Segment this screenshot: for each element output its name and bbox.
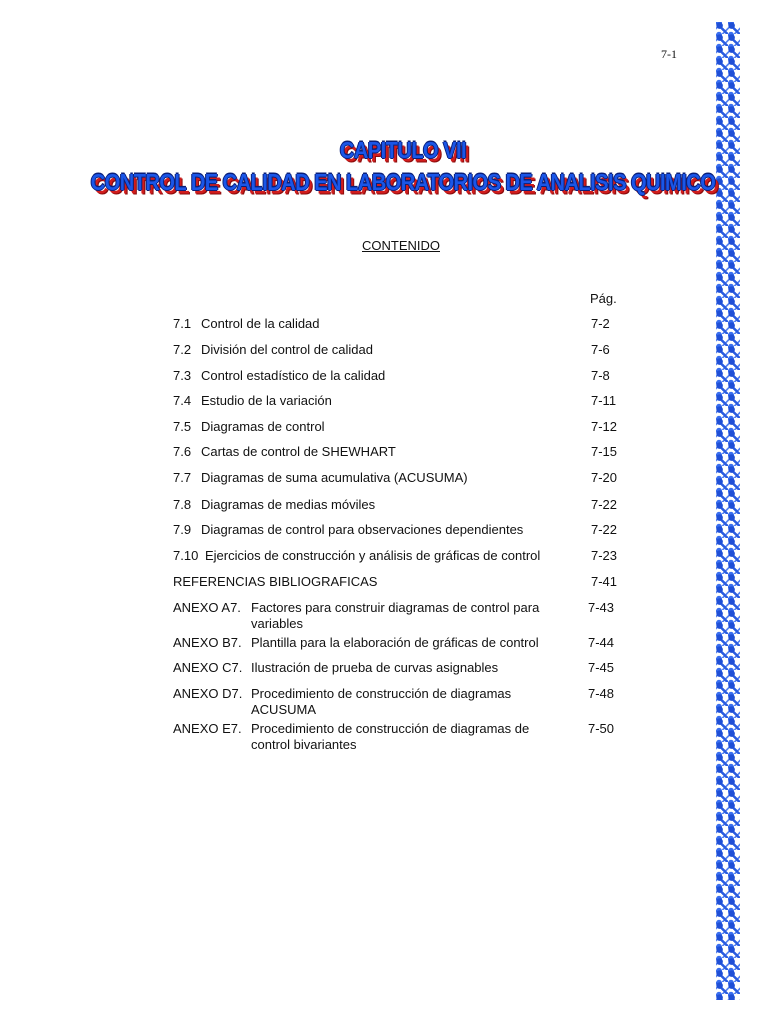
toc-row [173,342,633,358]
page-column-header: Pág. [590,291,617,306]
section-number: 7.1 [173,316,192,331]
section-number: 7.6 [173,444,192,459]
annex-title: Ilustración de prueba de curvas asignables [251,660,499,675]
references-row [173,574,633,590]
section-title: Diagramas de medias móviles [201,497,376,512]
section-title: Estudio de la variación [201,393,332,408]
annex-page: 7-45 [588,660,615,675]
section-page: 7-12 [591,419,618,434]
toc-row [173,548,633,564]
annex-title: Procedimiento de construcción de diagramas de control bivariantes [251,721,530,752]
section-title: Ejercicios de construcción y análisis de gráficas de control [205,548,541,563]
section-title: Diagramas de suma acumulativa (ACUSUMA) [201,470,468,485]
annex-label: ANEXO E7. [173,721,242,736]
chapter-subtitle: CONTROL DE CALIDAD EN LABORATORIOS DE ANALISIS QUIMICO [90,170,716,196]
page-number: 7-1 [661,47,677,61]
section-title: División del control de calidad [201,342,373,357]
contents-heading: CONTENIDO [362,238,440,253]
section-title: Cartas de control de SHEWHART [201,444,396,459]
section-page: 7-11 [591,393,617,408]
section-page: 7-15 [591,444,618,459]
toc-row [173,470,633,486]
section-title: Control estadístico de la calidad [201,368,386,383]
toc-row [173,393,633,409]
chapter-title: CAPITULO VII [339,138,467,164]
references-page: 7-41 [591,574,618,589]
section-page: 7-22 [591,522,618,537]
section-number: 7.2 [173,342,192,357]
section-page: 7-6 [591,342,610,357]
annex-label: ANEXO D7. [173,686,243,701]
section-title: Diagramas de control [201,419,325,434]
section-page: 7-22 [591,497,618,512]
toc-row [173,419,633,435]
section-title: Diagramas de control para observaciones dependientes [201,522,524,537]
annex-title: Procedimiento de construcción de diagramas ACUSUMA [251,686,512,717]
section-page: 7-8 [591,368,610,383]
annex-page: 7-50 [588,721,615,736]
toc-row [173,497,633,513]
annex-page: 7-44 [588,635,615,650]
section-number: 7.8 [173,497,192,512]
annex-title: Plantilla para la elaboración de gráficas de control [251,635,539,650]
section-number: 7.3 [173,368,192,383]
toc-row [173,316,633,332]
annex-label: ANEXO B7. [173,635,242,650]
toc-row [173,522,633,538]
toc-row [173,444,633,460]
annex-page: 7-43 [588,600,615,615]
section-page: 7-2 [591,316,610,331]
section-number: 7.9 [173,522,192,537]
references-title: REFERENCIAS BIBLIOGRAFICAS [173,574,378,589]
toc-row [173,368,633,384]
section-number: 7.7 [173,470,192,485]
decorative-border [716,22,740,1000]
annex-label: ANEXO A7. [173,600,241,615]
annex-title: Factores para construir diagramas de control para variables [251,600,540,631]
annex-page: 7-48 [588,686,615,701]
section-page: 7-23 [591,548,618,563]
section-number: 7.5 [173,419,192,434]
section-number: 7.4 [173,393,192,408]
annex-label: ANEXO C7. [173,660,243,675]
section-number: 7.10 [173,548,199,563]
section-title: Control de la calidad [201,316,320,331]
section-page: 7-20 [591,470,618,485]
